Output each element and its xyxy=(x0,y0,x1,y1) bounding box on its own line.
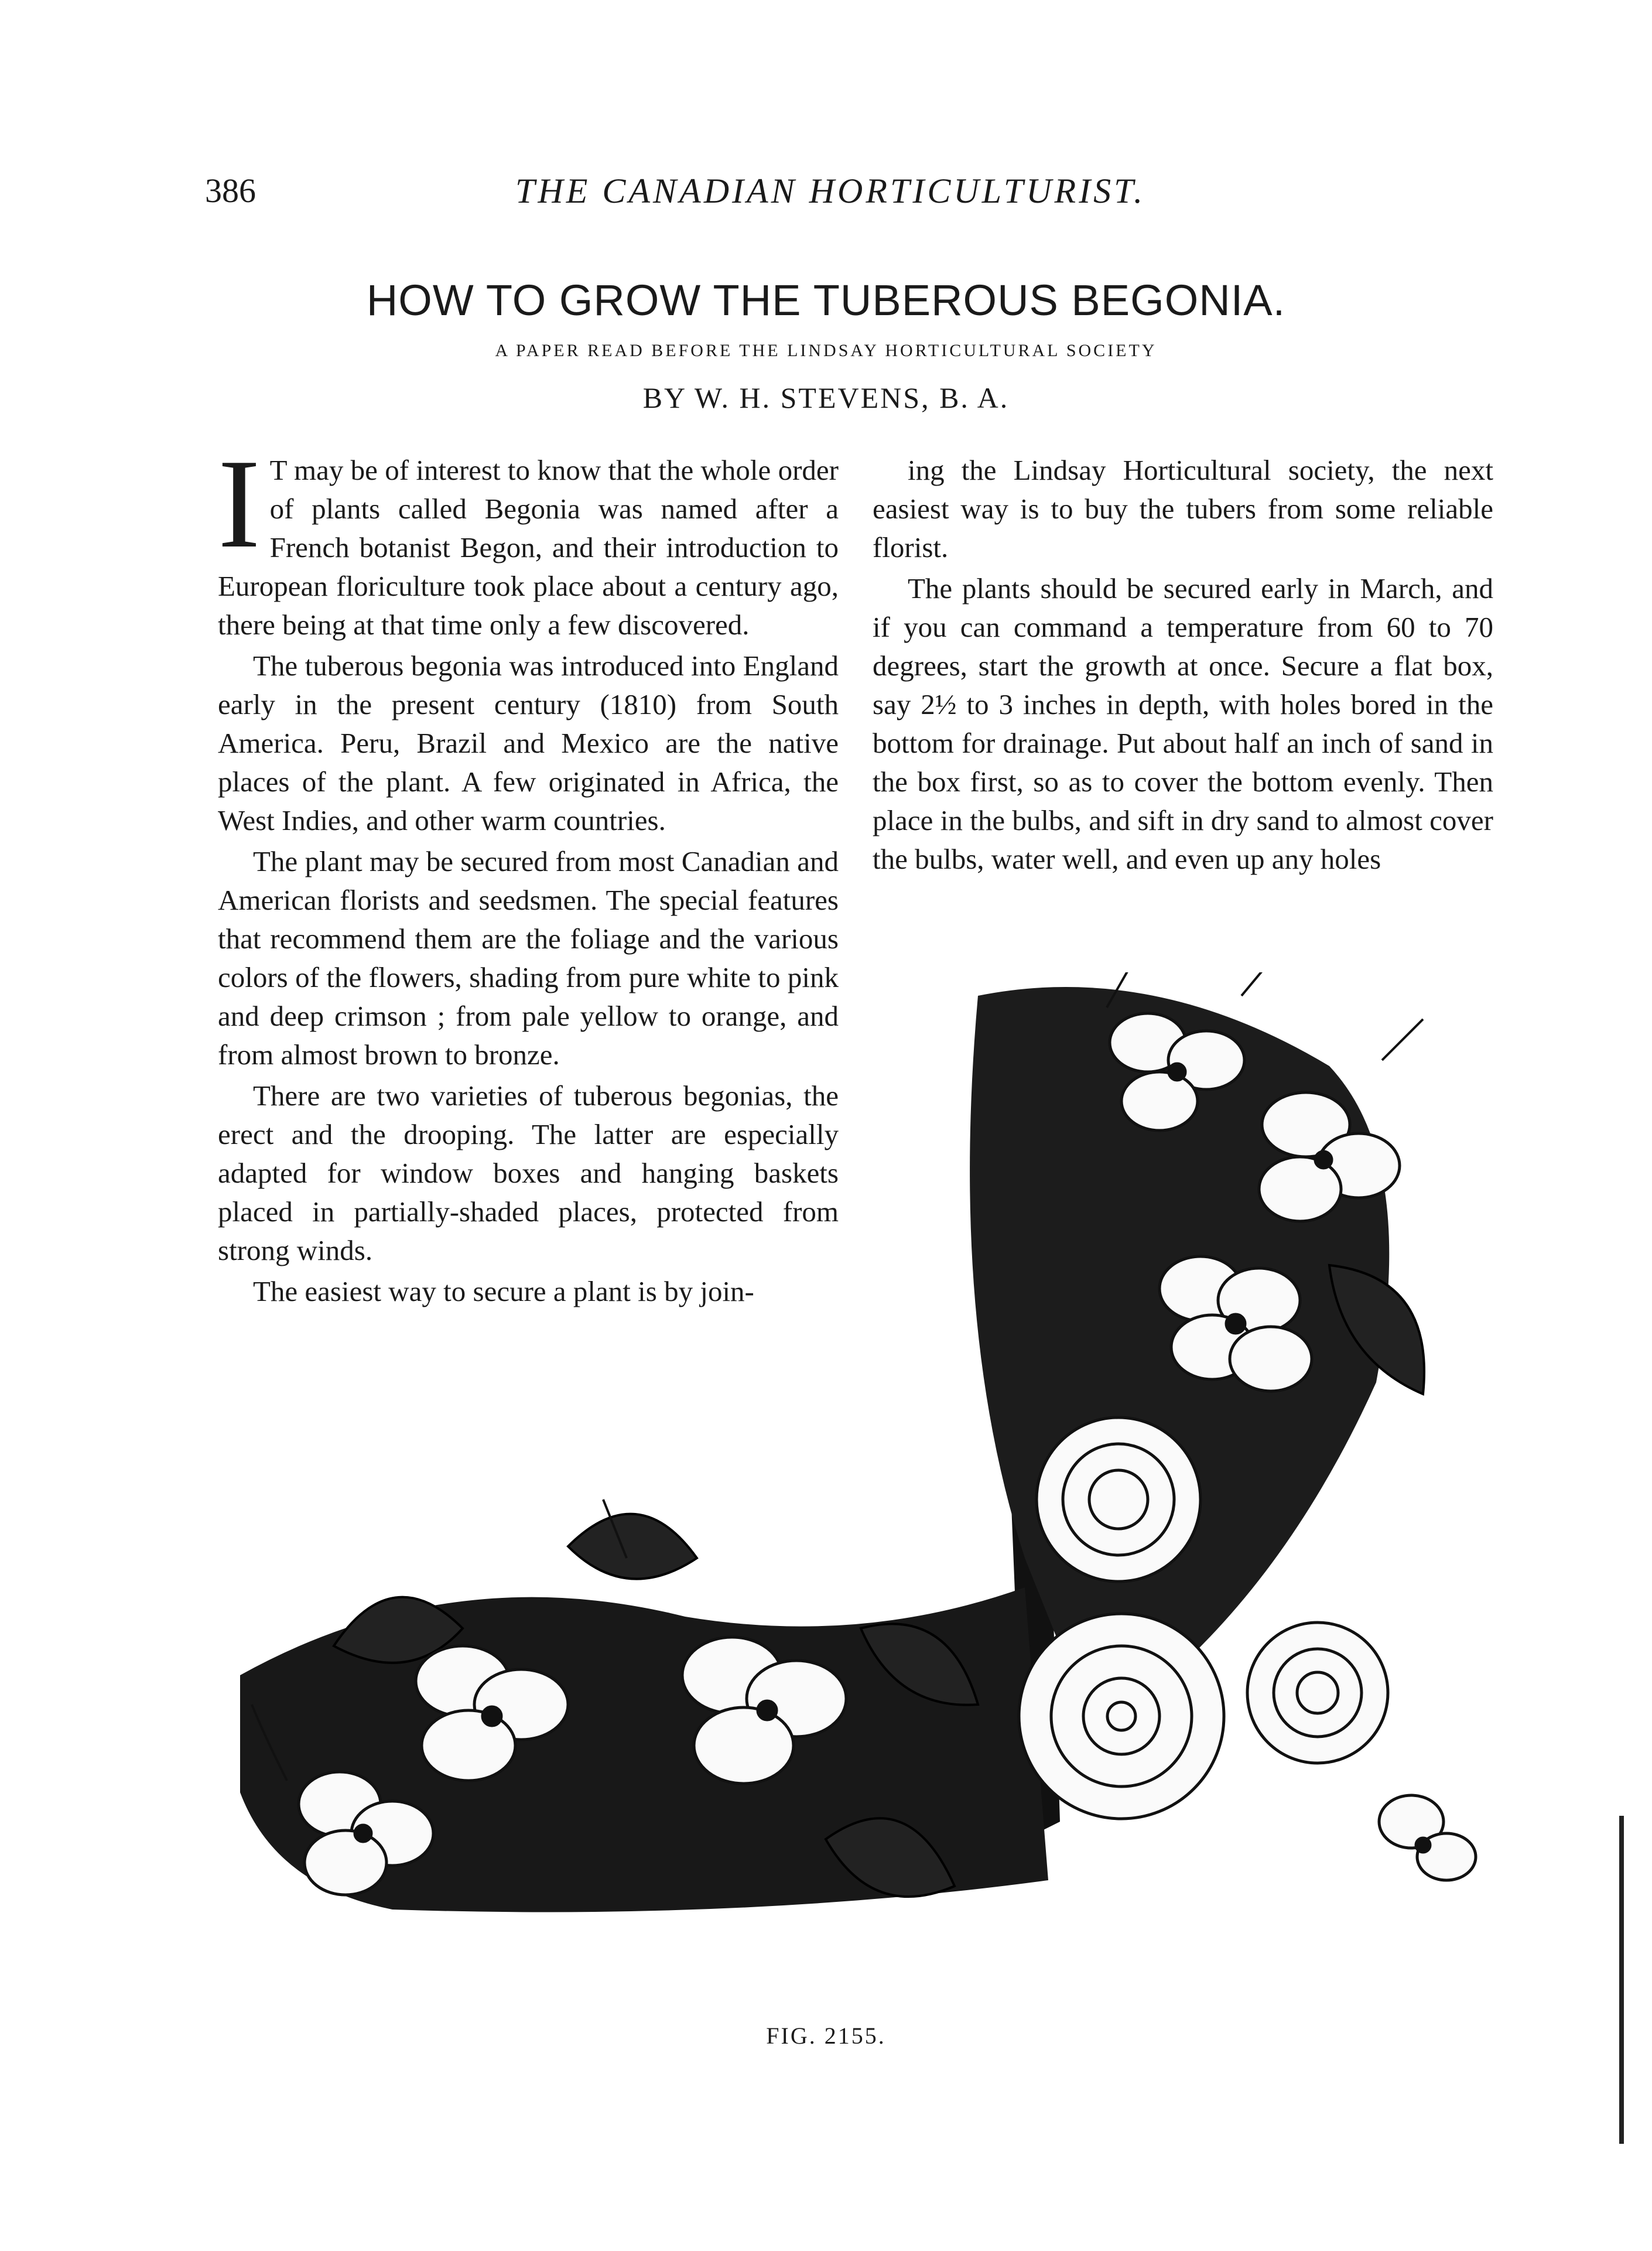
single-flower-center xyxy=(1160,1256,1312,1391)
paragraph-5: The easiest way to secure a plant is by join- xyxy=(253,1275,754,1307)
rose-flower-mid xyxy=(1037,1417,1200,1581)
margin-scan-line xyxy=(1619,1816,1624,2144)
single-flower-low-right xyxy=(1379,1795,1476,1880)
page-number: 386 xyxy=(205,172,256,210)
paragraph-1 xyxy=(218,433,839,644)
begonia-illustration xyxy=(217,972,1493,1997)
article-title: HOW TO GROW THE TUBEROUS BEGONIA. xyxy=(366,276,1286,325)
rose-flower-right xyxy=(1247,1623,1388,1763)
running-title: THE CANADIAN HORTICULTURIST. xyxy=(515,172,1146,210)
paragraph-2: The tuberous begonia was introduced into England early in the present century (1810) from South America. Peru, Brazil and Mexico are the native places of the plant. A few originated in Africa, the West Indies, and other warm countries. xyxy=(218,650,839,836)
rose-flower-large xyxy=(1019,1614,1224,1819)
drop-cap: I xyxy=(218,433,261,575)
paragraph-3: The plant may be secured from most Canadian and American florists and seedsmen. The special features that recommend them are the foliage and the various colors of the flowers, shading from pure white to pink and deep crimson ; from pale yellow to orange, and from almost brown to bronze. xyxy=(218,845,839,1071)
article-subtitle: A PAPER READ BEFORE THE LINDSAY HORTICULTURAL SOCIETY xyxy=(495,341,1157,360)
figure-caption: FIG. 2155. xyxy=(766,2023,886,2049)
right-column xyxy=(873,451,1493,879)
paragraph-7: The plants should be secured early in March, and if you can command a temperature from 60 to 70 degrees, start the growth at once. Secure a flat box, say 2½ to 3 inches in depth, with holes bored in the bottom for drainage. Put about half an inch of sand in the box first, so as to cover the bottom evenly. Then place in the bulbs, and sift in dry sand to almost cover the bulbs, water well, and even up any holes xyxy=(873,572,1493,875)
paragraph-4: There are two varieties of tuberous begonias, the erect and the drooping. The latter are especially adapted for window boxes and hanging baskets placed in partially-shaded places, protected from strong winds. xyxy=(218,1080,839,1266)
paragraph-1-text: T may be of interest to know that the whole order of plants called Begonia was named after a French botanist Begon, and their introduction to European floriculture took place about a century ago, there being at that time only a few discovered. xyxy=(218,454,839,641)
byline: BY W. H. STEVENS, B. A. xyxy=(642,381,1010,414)
paragraph-6: ing the Lindsay Horticultural society, the next easiest way is to buy the tubers from some reliable florist. xyxy=(873,454,1493,563)
